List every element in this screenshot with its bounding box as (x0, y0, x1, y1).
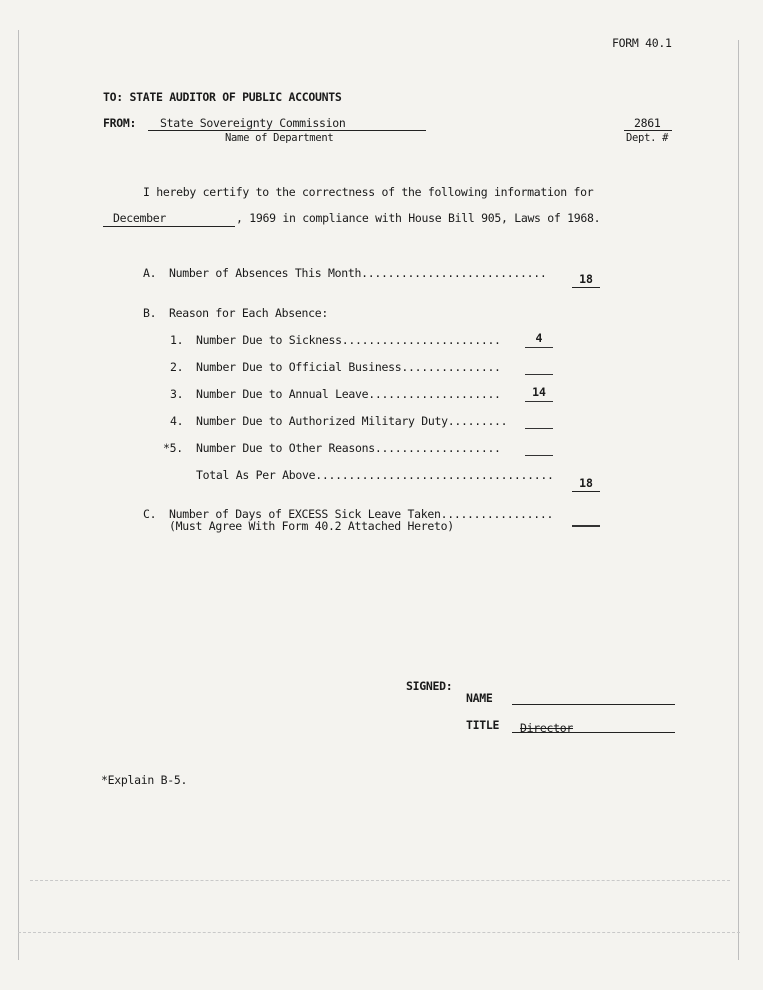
dept-number: 2861 (634, 116, 661, 130)
dept-underline (624, 130, 672, 131)
certify-line: I hereby certify to the correctness of the following information for (143, 185, 594, 199)
dept-caption: Dept. # (626, 132, 669, 144)
reason-label: Number Due to Official Business............... (196, 360, 501, 374)
name-underline (512, 704, 675, 705)
total-underline (572, 491, 600, 492)
total-label: Total As Per Above.................................... (196, 468, 554, 482)
name-label: NAME (466, 691, 493, 705)
item-a-underline (572, 287, 600, 288)
from-underline (148, 130, 426, 131)
item-a-value: 18 (579, 272, 593, 286)
reason-number: 4. (170, 414, 184, 428)
title-underline (512, 732, 675, 733)
reason-label: Number Due to Other Reasons................... (196, 441, 501, 455)
reason-underline (525, 455, 553, 456)
to-line: TO: STATE AUDITOR OF PUBLIC ACCOUNTS (103, 90, 342, 104)
item-c-mark (572, 525, 600, 527)
reason-value: 4 (535, 331, 543, 345)
item-b-label: Reason for Each Absence: (169, 306, 328, 320)
from-caption: Name of Department (225, 132, 334, 144)
reason-value: 14 (532, 385, 546, 399)
reason-underline (525, 428, 553, 429)
reason-number: 1. (170, 333, 184, 347)
title-value: Director (520, 721, 573, 735)
form-number: FORM 40.1 (612, 36, 672, 50)
item-a-letter: A. (143, 266, 157, 280)
item-c-letter: C. (143, 507, 157, 521)
bottom-fold-line (30, 880, 730, 881)
item-c-line1: Number of Days of EXCESS Sick Leave Taken................. (169, 507, 554, 521)
bottom-edge-line (18, 932, 740, 933)
reason-label: Number Due to Authorized Military Duty......... (196, 414, 508, 428)
from-label: FROM: (103, 116, 137, 130)
signed-label: SIGNED: (406, 679, 453, 693)
reason-number: *5. (163, 441, 183, 455)
footnote: *Explain B-5. (101, 773, 188, 787)
total-value: 18 (579, 476, 593, 490)
reason-label: Number Due to Sickness........................ (196, 333, 501, 347)
title-label: TITLE (466, 718, 500, 732)
reason-underline (525, 347, 553, 348)
item-c-line2: (Must Agree With Form 40.2 Attached Hereto) (169, 519, 454, 533)
item-a-label: Number of Absences This Month............................ (169, 266, 547, 280)
reason-label: Number Due to Annual Leave.................... (196, 387, 501, 401)
reason-underline (525, 374, 553, 375)
right-margin-line (738, 40, 739, 960)
reason-underline (525, 401, 553, 402)
left-margin-line (18, 30, 19, 960)
month-underline (103, 226, 235, 227)
reason-number: 2. (170, 360, 184, 374)
month-value: December (113, 211, 166, 225)
item-b-letter: B. (143, 306, 157, 320)
from-department: State Sovereignty Commission (160, 116, 346, 130)
year-line: , 1969 in compliance with House Bill 905, Laws of 1968. (236, 211, 601, 225)
reason-number: 3. (170, 387, 184, 401)
